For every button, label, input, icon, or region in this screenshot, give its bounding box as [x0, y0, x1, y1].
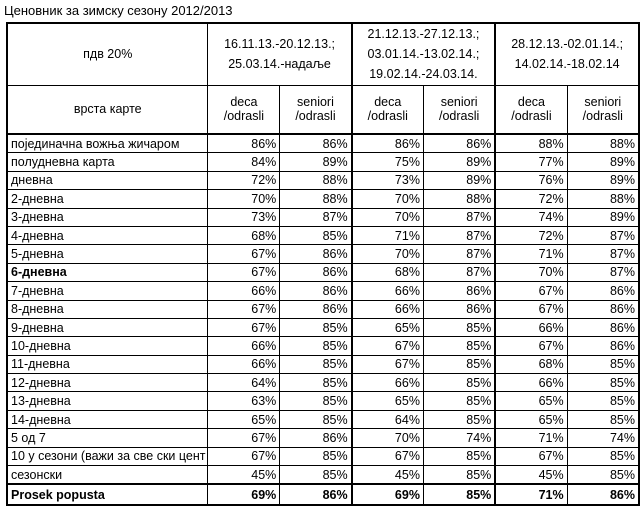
period-3 [495, 23, 639, 85]
discount-cell: 86% [567, 337, 639, 355]
discount-cell: 85% [423, 410, 495, 428]
discount-cell: 76% [495, 171, 567, 189]
discount-cell: 64% [208, 374, 280, 392]
row-label: 11-дневна [7, 355, 208, 373]
table-row [7, 190, 639, 208]
row-label: 5-дневна [7, 245, 208, 263]
discount-cell: 89% [423, 153, 495, 171]
table-row [7, 374, 639, 392]
discount-cell: 87% [280, 208, 352, 226]
discount-cell: 63% [208, 392, 280, 410]
sub-header [352, 85, 424, 134]
discount-cell: 87% [423, 208, 495, 226]
table-row [7, 153, 639, 171]
sub-header [280, 85, 352, 134]
discount-cell: 77% [495, 153, 567, 171]
discount-cell: 89% [567, 208, 639, 226]
row-label: 6-дневна [7, 263, 208, 281]
discount-cell: 65% [352, 392, 424, 410]
table-row [7, 282, 639, 300]
row-label: 5 од 7 [7, 429, 208, 447]
discount-cell: 67% [495, 337, 567, 355]
discount-cell: 65% [495, 410, 567, 428]
row-label: појединачна вожња жичаром [7, 134, 208, 153]
discount-cell: 89% [567, 171, 639, 189]
table-row [7, 134, 639, 153]
discount-cell: 67% [208, 300, 280, 318]
discount-cell: 68% [208, 226, 280, 244]
discount-cell: 84% [208, 153, 280, 171]
discount-cell: 66% [495, 318, 567, 336]
discount-cell: 85% [567, 392, 639, 410]
table-row [7, 466, 639, 485]
discount-cell: 67% [495, 447, 567, 465]
table-row [7, 263, 639, 281]
discount-cell: 85% [280, 466, 352, 485]
discount-cell: 45% [208, 466, 280, 485]
discount-cell: 86% [423, 282, 495, 300]
sub-header-line-1: seniori [584, 95, 622, 110]
total-value: 69% [352, 484, 424, 505]
sub-header [423, 85, 495, 134]
discount-cell: 85% [567, 447, 639, 465]
discount-cell: 71% [495, 429, 567, 447]
discount-cell: 85% [423, 374, 495, 392]
discount-cell: 85% [423, 318, 495, 336]
sub-header-line-2: /odrasli [582, 109, 623, 124]
discount-cell: 68% [495, 355, 567, 373]
ticket-type-label: врста карте [7, 85, 208, 134]
discount-cell: 65% [208, 410, 280, 428]
discount-cell: 66% [495, 374, 567, 392]
discount-cell: 85% [280, 392, 352, 410]
discount-cell: 64% [352, 410, 424, 428]
table-row [7, 171, 639, 189]
price-table [6, 22, 640, 506]
discount-cell: 67% [495, 300, 567, 318]
table-row [7, 300, 639, 318]
sub-header-line-1: deca [517, 95, 545, 110]
discount-cell: 71% [495, 245, 567, 263]
discount-cell: 86% [423, 134, 495, 153]
sub-header-line-2: /odrasli [511, 109, 552, 124]
discount-cell: 85% [280, 447, 352, 465]
discount-cell: 73% [208, 208, 280, 226]
period-3-line-2: 14.02.14.-18.02.14 [514, 57, 620, 72]
discount-cell: 88% [423, 190, 495, 208]
sub-header [495, 85, 567, 134]
table-row [7, 355, 639, 373]
discount-cell: 87% [567, 226, 639, 244]
row-label: 14-дневна [7, 410, 208, 428]
row-label: 8-дневна [7, 300, 208, 318]
discount-cell: 85% [423, 355, 495, 373]
discount-cell: 88% [567, 134, 639, 153]
discount-cell: 70% [208, 190, 280, 208]
discount-cell: 88% [567, 190, 639, 208]
discount-cell: 66% [352, 374, 424, 392]
discount-cell: 74% [495, 208, 567, 226]
discount-cell: 70% [352, 208, 424, 226]
sub-header [567, 85, 639, 134]
discount-cell: 66% [208, 337, 280, 355]
discount-cell: 85% [280, 355, 352, 373]
discount-cell: 87% [567, 263, 639, 281]
discount-cell: 67% [208, 318, 280, 336]
discount-cell: 89% [280, 153, 352, 171]
discount-cell: 86% [567, 318, 639, 336]
discount-cell: 85% [280, 410, 352, 428]
total-value: 71% [495, 484, 567, 505]
discount-cell: 87% [423, 263, 495, 281]
sub-header [208, 85, 280, 134]
discount-cell: 66% [208, 355, 280, 373]
row-label: 2-дневна [7, 190, 208, 208]
vat-label: пдв 20% [7, 23, 208, 85]
discount-cell: 85% [567, 355, 639, 373]
row-label: 12-дневна [7, 374, 208, 392]
discount-cell: 89% [423, 171, 495, 189]
discount-cell: 66% [208, 282, 280, 300]
sub-header-line-2: /odrasli [295, 109, 336, 124]
discount-cell: 74% [423, 429, 495, 447]
discount-cell: 72% [495, 226, 567, 244]
table-row [7, 429, 639, 447]
sub-header-line-2: /odrasli [223, 109, 265, 124]
discount-cell: 67% [352, 355, 424, 373]
table-row [7, 208, 639, 226]
discount-cell: 85% [423, 392, 495, 410]
table-row [7, 245, 639, 263]
period-3-line-1: 28.12.13.-02.01.14.; [511, 37, 624, 52]
sub-header-line-1: seniori [297, 95, 334, 110]
total-value: 86% [567, 484, 639, 505]
discount-cell: 45% [352, 466, 424, 485]
discount-cell: 88% [280, 171, 352, 189]
discount-cell: 70% [352, 190, 424, 208]
table-row [7, 410, 639, 428]
row-label: 10-дневна [7, 337, 208, 355]
discount-cell: 70% [352, 429, 424, 447]
discount-cell: 66% [352, 282, 424, 300]
discount-cell: 86% [352, 134, 424, 153]
discount-cell: 85% [280, 226, 352, 244]
row-label: полудневна карта [7, 153, 208, 171]
period-2-line-2: 03.01.14.-13.02.14.; [367, 47, 480, 62]
discount-cell: 68% [352, 263, 424, 281]
period-1 [208, 23, 352, 85]
discount-cell: 86% [567, 300, 639, 318]
row-label: 9-дневна [7, 318, 208, 336]
table-row [7, 447, 639, 465]
row-label: 10 у сезони (важи за све ски цент [7, 447, 208, 465]
discount-cell: 85% [423, 466, 495, 485]
period-2-line-1: 21.12.13.-27.12.13.; [367, 27, 480, 42]
discount-cell: 67% [495, 282, 567, 300]
table-title: Ценовник за зимску сезону 2012/2013 [4, 3, 233, 18]
discount-cell: 86% [280, 429, 352, 447]
sub-header-line-1: deca [230, 95, 258, 110]
discount-cell: 66% [352, 300, 424, 318]
discount-cell: 67% [352, 337, 424, 355]
period-1-line-1: 16.11.13.-20.12.13.; [224, 37, 336, 52]
discount-cell: 85% [567, 410, 639, 428]
discount-cell: 74% [567, 429, 639, 447]
sub-header-line-1: deca [374, 95, 402, 110]
discount-cell: 88% [280, 190, 352, 208]
table-row [7, 318, 639, 336]
discount-cell: 67% [352, 447, 424, 465]
total-label: Prosek popusta [7, 484, 208, 505]
total-value: 69% [208, 484, 280, 505]
discount-cell: 45% [495, 466, 567, 485]
table-row [7, 226, 639, 244]
discount-cell: 70% [352, 245, 424, 263]
discount-cell: 67% [208, 447, 280, 465]
discount-cell: 75% [352, 153, 424, 171]
discount-cell: 65% [495, 392, 567, 410]
discount-cell: 86% [280, 245, 352, 263]
discount-cell: 67% [208, 245, 280, 263]
discount-cell: 89% [567, 153, 639, 171]
discount-cell: 73% [352, 171, 424, 189]
row-label: 7-дневна [7, 282, 208, 300]
discount-cell: 85% [280, 374, 352, 392]
table-row [7, 337, 639, 355]
total-row [7, 484, 639, 505]
discount-cell: 86% [423, 300, 495, 318]
discount-cell: 86% [567, 282, 639, 300]
discount-cell: 85% [567, 466, 639, 485]
discount-cell: 65% [352, 318, 424, 336]
discount-cell: 67% [208, 263, 280, 281]
period-2 [352, 23, 496, 85]
discount-cell: 72% [495, 190, 567, 208]
discount-cell: 86% [280, 282, 352, 300]
discount-cell: 70% [495, 263, 567, 281]
total-value: 85% [423, 484, 495, 505]
discount-cell: 71% [352, 226, 424, 244]
discount-cell: 85% [280, 318, 352, 336]
discount-cell: 88% [495, 134, 567, 153]
discount-cell: 85% [423, 447, 495, 465]
table-row [7, 392, 639, 410]
discount-cell: 87% [423, 226, 495, 244]
row-label: сезонски [7, 466, 208, 485]
sub-header-line-2: /odrasli [367, 109, 408, 124]
discount-cell: 86% [280, 134, 352, 153]
row-label: 4-дневна [7, 226, 208, 244]
sub-header-line-1: seniori [440, 95, 478, 110]
row-label: 13-дневна [7, 392, 208, 410]
row-label: дневна [7, 171, 208, 189]
discount-cell: 86% [208, 134, 280, 153]
sub-header-line-2: /odrasli [438, 109, 480, 124]
row-label: 3-дневна [7, 208, 208, 226]
discount-cell: 85% [423, 337, 495, 355]
discount-cell: 87% [567, 245, 639, 263]
period-2-line-3: 19.02.14.-24.03.14. [369, 67, 478, 82]
discount-cell: 85% [280, 337, 352, 355]
period-1-line-2: 25.03.14.-надаље [228, 57, 331, 72]
discount-cell: 86% [280, 300, 352, 318]
discount-cell: 72% [208, 171, 280, 189]
discount-cell: 67% [208, 429, 280, 447]
discount-cell: 87% [423, 245, 495, 263]
discount-cell: 85% [567, 374, 639, 392]
discount-cell: 86% [280, 263, 352, 281]
total-value: 86% [280, 484, 352, 505]
